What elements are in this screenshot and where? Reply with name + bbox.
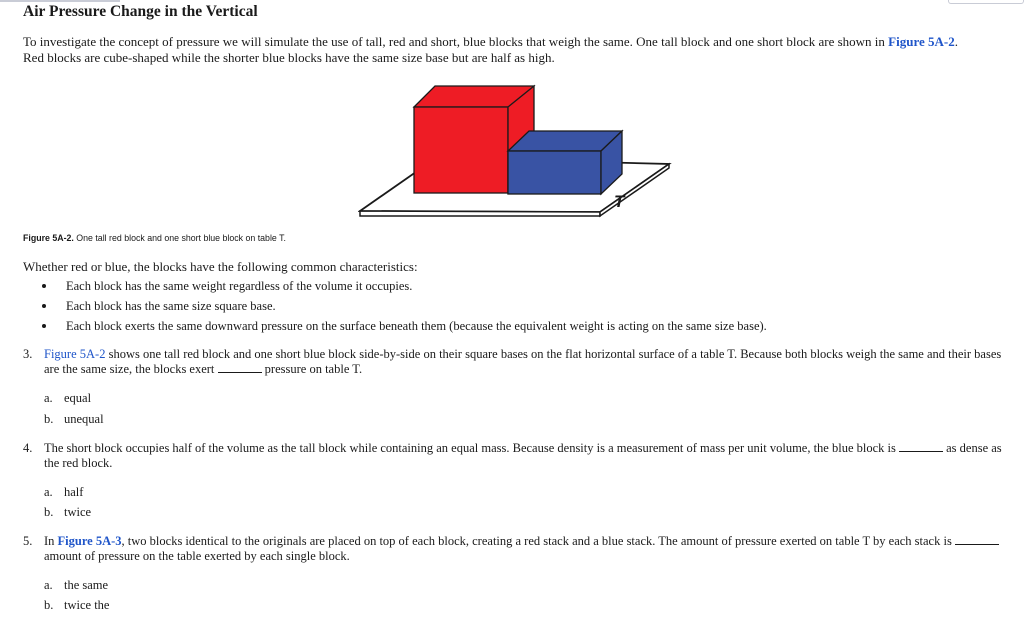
intro-paragraph <box>23 34 1013 65</box>
option-text: twice the <box>64 598 110 612</box>
answer-blank <box>955 534 999 545</box>
option-5a[interactable] <box>44 578 108 593</box>
intro-period: . <box>954 34 958 49</box>
option-text: the same <box>64 578 109 592</box>
option-4b[interactable] <box>44 505 91 520</box>
answer-blank <box>899 441 943 452</box>
option-text: equal <box>64 391 92 405</box>
option-letter: a. <box>44 391 53 405</box>
question-text: , two blocks identical to the originals are placed on top of each block, creating a red stack and a blue stack. The amount of pressure exerted on table T by each stack is <box>121 534 955 548</box>
option-letter: b. <box>44 412 54 426</box>
question-text-end: amount of pressure on the table exerted by each single block. <box>44 548 350 563</box>
question-text-pre: In <box>44 534 58 548</box>
option-5b[interactable] <box>44 598 109 613</box>
figure-5a-2-ref-link[interactable]: Figure 5A-2 <box>44 347 106 361</box>
option-text: half <box>64 485 84 499</box>
question-number: 5. <box>23 534 33 548</box>
blocks-on-table-figure <box>358 78 678 223</box>
answer-blank <box>218 362 262 373</box>
question-text: The short block occupies half of the volume as the tall block while containing an equal mass. Because density is a measurement of mass per unit volume, the blue block is <box>44 441 899 455</box>
option-letter: a. <box>44 485 53 499</box>
list-item: Each block has the same weight regardless of the volume it occupies. <box>42 278 767 298</box>
option-3a[interactable] <box>44 391 91 406</box>
option-3b[interactable] <box>44 412 104 427</box>
page-title: Air Pressure Change in the Vertical <box>23 3 258 20</box>
red-block-front <box>414 107 508 193</box>
question-number: 3. <box>23 347 33 361</box>
caption-text: One tall red block and one short blue block on table T. <box>76 233 286 243</box>
option-text: unequal <box>64 412 104 426</box>
blue-block-front <box>508 151 601 194</box>
question-text-end: as dense as the red block. <box>44 441 1002 470</box>
question-number: 4. <box>23 441 33 455</box>
option-4a[interactable] <box>44 485 83 500</box>
characteristics-intro: Whether red or blue, the blocks have the following common characteristics: <box>23 259 418 274</box>
intro-text: To investigate the concept of pressure we will simulate the use of tall, red and short, blue blocks that weigh the same. One tall block and one short block are shown in <box>23 34 889 49</box>
option-letter: a. <box>44 578 53 592</box>
figure-5a-3-link[interactable]: Figure 5A-3 <box>57 534 122 548</box>
top-border-tab <box>948 0 1024 4</box>
list-item: Each block has the same size square base. <box>42 298 767 318</box>
top-border-left <box>0 0 120 2</box>
caption-label: Figure 5A-2. <box>23 233 74 243</box>
question-5 <box>23 534 1008 563</box>
option-text: twice <box>64 505 92 519</box>
question-4 <box>23 441 1008 470</box>
intro-text-line2: Red blocks are cube-shaped while the shorter blue blocks have the same size base but are half as high. <box>23 49 555 65</box>
option-letter: b. <box>44 598 54 612</box>
figure-5a-2-link[interactable]: Figure 5A-2 <box>888 34 955 49</box>
option-letter: b. <box>44 505 54 519</box>
question-text-end: pressure on table T. <box>261 361 363 376</box>
list-item: Each block exerts the same downward pressure on the surface beneath them (because the equivalent weight is acting on the same size base). <box>42 318 767 338</box>
question-3 <box>23 347 1008 376</box>
table-front-edge <box>360 211 600 216</box>
characteristics-list <box>42 278 767 338</box>
table-label: T <box>614 192 625 211</box>
question-text: shows one tall red block and one short blue block side-by-side on their square bases on the flat horizontal surface of a table T. Because both blocks weigh the same and their bases are the same size, the blocks exert <box>44 347 1002 376</box>
figure-caption <box>23 233 286 243</box>
